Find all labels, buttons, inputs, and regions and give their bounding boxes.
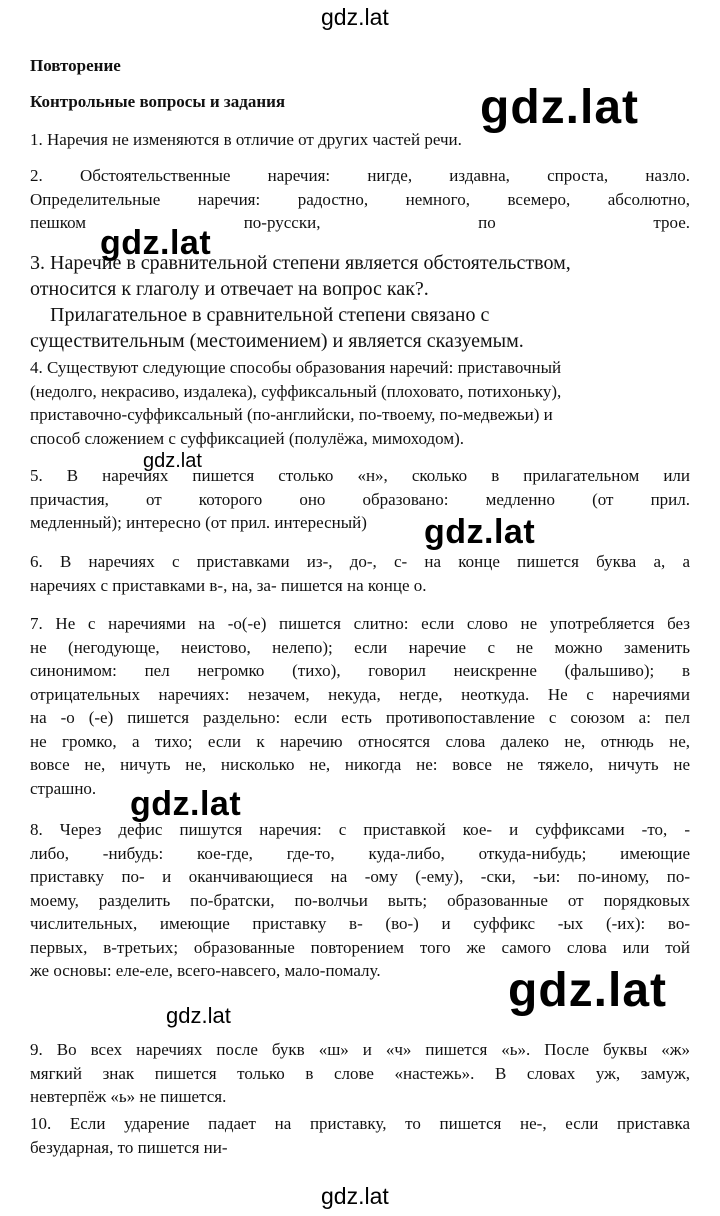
- watermark-mid-right: gdz.lat: [424, 513, 536, 551]
- answer-5-line-3: медленный); интересно (от прил. интересный): [30, 513, 367, 532]
- section-heading: Повторение: [30, 56, 121, 75]
- watermark-bottom: gdz.lat: [321, 1183, 389, 1209]
- answer-8-line-5: числительных, имеющие приставку в- (во-) и суффикс -ых (-их): во-: [30, 914, 690, 933]
- answer-8-line-7: же основы: еле-еле, всего-навсего, мало-помалу.: [30, 961, 381, 980]
- watermark-big-bottom: gdz.lat: [508, 964, 667, 1017]
- answer-8: [30, 818, 690, 983]
- answer-3: [30, 250, 630, 354]
- answer-9-line-1: 9. Во всех наречиях после букв «ш» и «ч» пишется «ь». После буквы «ж»: [30, 1040, 690, 1059]
- answer-4-line-1: 4. Существуют следующие способы образования наречий: приставочный: [30, 358, 562, 377]
- answer-7-line-2: не (негодующе, неистово, нелепо); если наречие с не можно заменить: [30, 637, 690, 657]
- answer-8-line-4: моему, разделить по-братски, по-волчьи выть; образованные от порядковых: [30, 890, 690, 910]
- watermark-mid-left: gdz.lat: [100, 224, 212, 262]
- watermark-small-9: gdz.lat: [166, 1003, 231, 1028]
- watermark-small-5: gdz.lat: [143, 450, 202, 472]
- watermark-mid-7: gdz.lat: [130, 785, 242, 823]
- watermark-top: gdz.lat: [321, 4, 389, 30]
- answer-6-line-2: наречиях с приставками в-, на, за- пишется на конце о.: [30, 575, 427, 595]
- answer-3-line-3: Прилагательное в сравнительной степени связано с: [30, 304, 490, 326]
- answer-10-line-2: безударная, то пишется ни-: [30, 1137, 228, 1157]
- answer-6: [30, 550, 690, 597]
- answer-9-line-2: мягкий знак пишется только в слове «настежь». В словах уж, замуж,: [30, 1063, 690, 1083]
- answer-5-line-1: 5. В наречиях пишется столько «н», сколько в прилагательном или: [30, 466, 690, 485]
- answer-2-line-3: пешком по-русски, по трое.: [30, 213, 690, 232]
- answer-1-line-1: 1. Наречия не изменяются в отличие от других частей речи.: [30, 130, 462, 149]
- answer-4-line-2: (недолго, некрасиво, издалека), суффиксальный (плоховато, потихоньку),: [30, 381, 562, 401]
- answer-7-line-8: страшно.: [30, 778, 97, 798]
- answer-7-line-4: отрицательных наречиях: незачем, некуда, негде, неоткуда. Не с наречиями: [30, 684, 690, 704]
- answer-10: [30, 1112, 690, 1159]
- answer-7-line-6: не громко, а тихо; если к наречию относятся слова далеко не, отнюдь не,: [30, 731, 690, 751]
- answer-4-line-4: способ сложением с суффиксацией (полулёжа, мимоходом).: [30, 428, 465, 448]
- answer-5: [30, 464, 690, 535]
- answer-8-line-3: приставку по- и оканчивающиеся на -ому (-ему), -ски, -ьи: по-иному, по-: [30, 867, 690, 886]
- answer-7-line-3: синонимом: пел негромко (тихо), говорил неискренне (фальшиво); в: [30, 661, 690, 680]
- answer-9: [30, 1038, 690, 1109]
- answer-3-line-4: существительным (местоимением) и является сказуемым.: [30, 330, 524, 352]
- answer-8-line-2: либо, -нибудь: кое-где, где-то, куда-либо, откуда-нибудь; имеющие: [30, 843, 690, 863]
- answer-5-line-2: причастия, от которого оно образовано: медленно (от прил.: [30, 489, 690, 509]
- answer-7-line-7: вовсе не, ничуть не, нисколько не, никогда не: вовсе не тяжело, ничуть не: [30, 755, 690, 774]
- answer-7-line-1: 7. Не с наречиями на -о(-е) пишется слитно: если слово не употребляется без: [30, 614, 690, 633]
- answer-9-line-3: невтерпёж «ь» не пишется.: [30, 1087, 227, 1106]
- answer-7-line-5: на -о (-е) пишется раздельно: если есть противопоставление с союзом а: пел: [30, 708, 690, 727]
- answer-3-line-1: 3. Наречие в сравнительной степени является обстоятельством,: [30, 252, 571, 274]
- answer-6-line-1: 6. В наречиях с приставками из-, до-, с- на конце пишется буква а, а: [30, 552, 690, 571]
- answer-2-line-1: 2. Обстоятельственные наречия: нигде, издавна, спроста, назло.: [30, 166, 690, 185]
- answer-4-line-3: приставочно-суффиксальный (по-английски, по-твоему, по-медвежьи) и: [30, 405, 553, 424]
- answer-7: [30, 612, 690, 800]
- answer-4: [30, 356, 690, 450]
- answer-3-line-2: относится к глаголу и отвечает на вопрос как?.: [30, 278, 429, 300]
- answer-8-line-1: 8. Через дефис пишутся наречия: с приставкой кое- и суффиксами -то, -: [30, 820, 690, 839]
- answer-10-line-1: 10. Если ударение падает на приставку, то пишется не-, если приставка: [30, 1114, 690, 1133]
- answer-2-line-2: Определительные наречия: радостно, немного, всемеро, абсолютно,: [30, 189, 690, 209]
- watermark-big-top: gdz.lat: [480, 81, 639, 134]
- answer-8-line-6: первых, в-третьих; образованные повторением того же самого слова или той: [30, 937, 690, 957]
- subsection-heading: Контрольные вопросы и задания: [30, 92, 286, 111]
